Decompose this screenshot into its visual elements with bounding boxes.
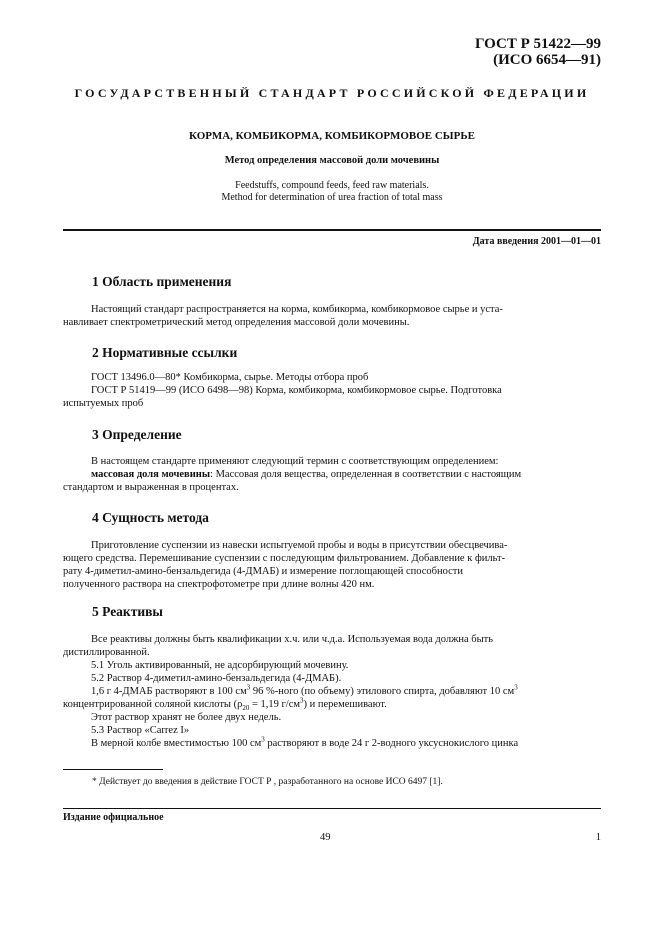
text-line: рату 4-диметил-амино-бензальдегида (4-ДМАБ) и измерение поглощающей способности bbox=[63, 566, 464, 577]
term: массовая доля мочевины bbox=[91, 469, 211, 480]
text-line: навливает спектрометрический метод определения массовой доли мочевины. bbox=[63, 317, 410, 328]
text-line: Все реактивы должны быть квалификации х.ч. или ч.д.а. Используемая вода должна быть bbox=[91, 634, 494, 645]
effective-date: Дата введения 2001—01—01 bbox=[472, 236, 601, 247]
definition: : Массовая доля вещества, определенная в соответствии с настоящим bbox=[210, 469, 522, 480]
text-line: В настоящем стандарте применяют следующий термин с соответствующим определением: bbox=[91, 456, 499, 467]
section-5-text bbox=[63, 633, 601, 750]
standard-number-block bbox=[475, 36, 601, 68]
section-2-references bbox=[63, 371, 601, 410]
standard-number: ГОСТ Р 51422—99 bbox=[474, 36, 601, 52]
text-line: дистиллированной. bbox=[63, 647, 150, 658]
edition-label: Издание официальное bbox=[63, 812, 164, 823]
text-line: стандартом и выраженная в процентах. bbox=[63, 482, 239, 493]
footer-divider bbox=[63, 808, 601, 809]
section-4-heading: 4 Сущность метода bbox=[92, 510, 209, 525]
item-5-2-storage: Этот раствор хранят не более двух недель. bbox=[91, 712, 282, 723]
item-5-1: 5.1 Уголь активированный, не адсорбирующий мочевину. bbox=[91, 660, 349, 671]
text-line: испытуемых проб bbox=[63, 398, 144, 409]
section-1-text bbox=[63, 303, 601, 329]
section-1-heading: 1 Область применения bbox=[92, 274, 232, 289]
footnote-divider bbox=[63, 769, 163, 770]
reference-gost-51419: ГОСТ Р 51419—99 (ИСО 6498—98) Корма, комбикорма, комбикормовое сырье. Подготовка bbox=[91, 385, 502, 396]
item-5-3: 5.3 Раствор «Carrez I» bbox=[91, 725, 190, 736]
item-5-2-prep-cont: концентрированной соляной кислоты ($\rho_{20} = 1,19$ $г/см^3$) и перемешивают. bbox=[63, 696, 387, 713]
page-number: 49 bbox=[320, 832, 331, 843]
iso-number: (ИСО 6654—91) bbox=[493, 52, 601, 68]
state-standard-banner: ГОСУДАРСТВЕННЫЙ СТАНДАРТ РОССИЙСКОЙ ФЕДЕРАЦИИ bbox=[74, 86, 590, 100]
section-2-heading: 2 Нормативные ссылки bbox=[92, 345, 238, 360]
page-number-right: 1 bbox=[595, 832, 601, 843]
term-definition bbox=[63, 468, 601, 481]
english-title bbox=[62, 180, 602, 204]
english-title-line-1: Feedstuffs, compound feeds, feed raw materials. bbox=[235, 180, 429, 191]
text-line: полученного раствора на спектрофотометре при длине волны 420 нм. bbox=[63, 579, 375, 590]
item-5-2: 5.2 Раствор 4-диметил-амино-бензальдегида (4-ДМАБ). bbox=[91, 673, 342, 684]
item-5-2-prep: 1,6 г 4-ДМАБ растворяют в 100 $см^3$ 96 %-ного (по объему) этилового спирта, добавляют 10 $см^3$ bbox=[91, 683, 518, 697]
section-3-heading: 3 Определение bbox=[92, 427, 182, 442]
english-title-line-2: Method for determination of urea fraction of total mass bbox=[221, 192, 443, 203]
document-title: КОРМА, КОМБИКОРМА, КОМБИКОРМОВОЕ СЫРЬЕ bbox=[189, 130, 475, 142]
text-line: Настоящий стандарт распространяется на корма, комбикорма, комбикормовое сырье и уста- bbox=[91, 304, 503, 315]
header-divider bbox=[63, 229, 601, 231]
text-line: Приготовление суспензии из навески испытуемой пробы и воды в присутствии обесцвечива- bbox=[91, 540, 508, 551]
document-subtitle: Метод определения массовой доли мочевины bbox=[224, 155, 440, 166]
section-5-heading: 5 Реактивы bbox=[92, 604, 163, 619]
reference-gost-13496: ГОСТ 13496.0—80* Комбикорма, сырье. Методы отбора проб bbox=[91, 372, 369, 383]
section-3-text bbox=[63, 455, 601, 494]
item-5-3-prep: В мерной колбе вместимостью 100 $см^3$ растворяют в воде 24 г 2-водного уксуснокислого цинка bbox=[91, 735, 519, 749]
footnote: * Действует до введения в действие ГОСТ Р , разработанного на основе ИСО 6497 [1]. bbox=[92, 777, 443, 787]
text-line: ющего средства. Перемешивание суспензии с последующим фильтрованием. Добавление к фильт- bbox=[63, 553, 506, 564]
section-4-text bbox=[63, 539, 601, 591]
